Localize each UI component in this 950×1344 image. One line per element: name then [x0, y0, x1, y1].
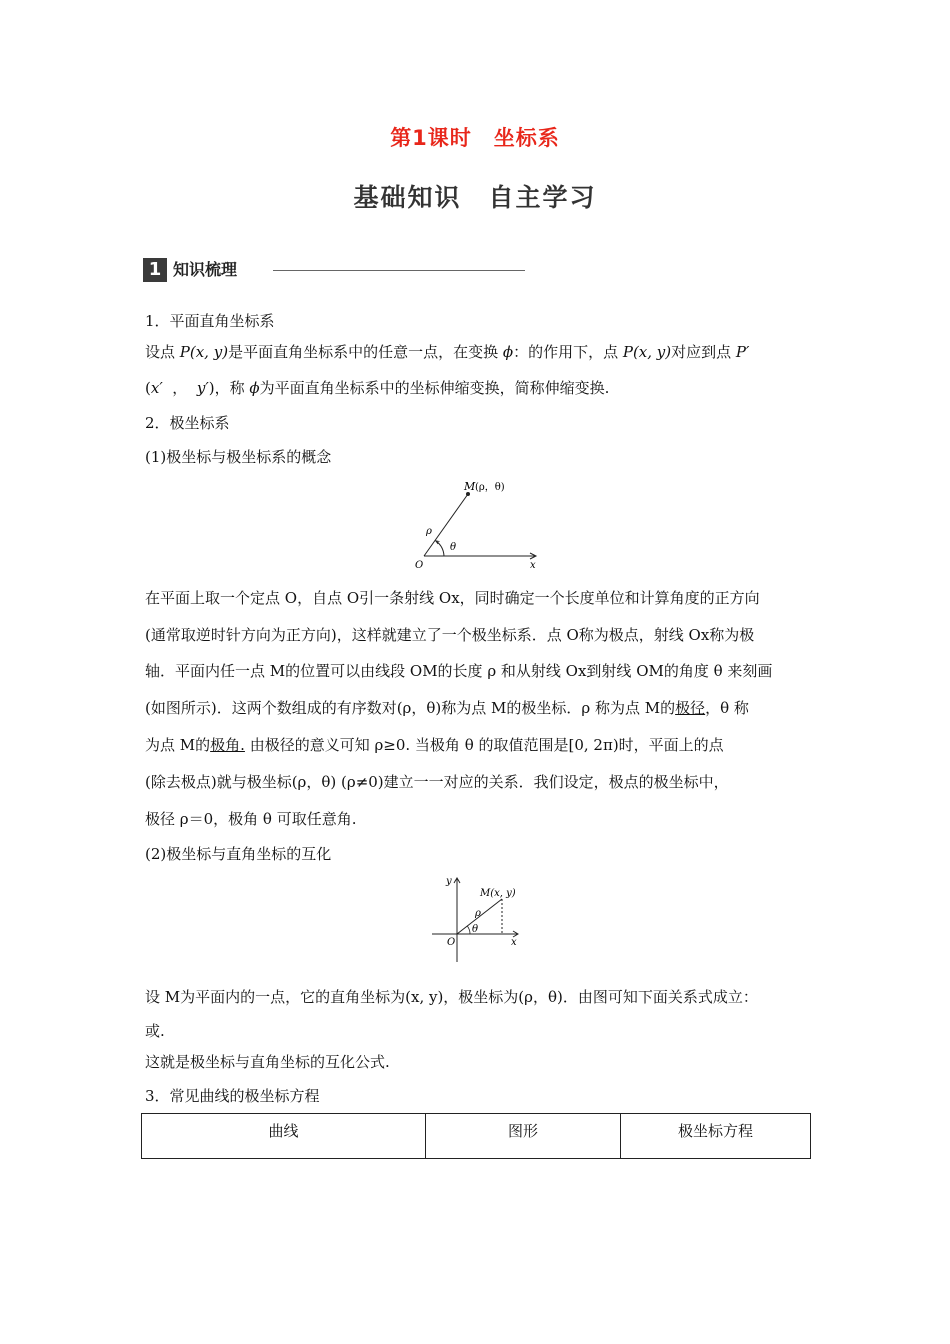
paragraph-polar-line4: (如图所示)．这两个数组成的有序数对(ρ，θ)称为点 M的极坐标．ρ 称为点 M的极径，θ 称: [145, 699, 749, 717]
label-x-axis: x: [530, 560, 536, 571]
table-header-figure: 图形: [426, 1114, 621, 1159]
lesson-title: 第1课时 坐标系: [390, 126, 560, 150]
table-header-curve: 曲线: [142, 1114, 426, 1159]
paragraph-polar-line1: 在平面上取一个定点 O，自点 O引一条射线 Ox，同时确定一个长度单位和计算角度的正方向: [145, 589, 760, 607]
section-heading: [143, 258, 525, 282]
section-divider: [273, 270, 525, 271]
label-origin: O: [447, 937, 456, 948]
paragraph-conversion-line1: 设 M为平面内的一点，它的直角坐标为(x, y)，极坐标为(ρ，θ)．由图可知下面关系式成立：: [145, 988, 758, 1006]
paragraph-polar-line3: 轴．平面内任一点 M的位置可以由线段 OM的长度 ρ 和从射线 Ox到射线 OM的角度 θ 来刻画: [145, 662, 773, 680]
label-M: M: [464, 480, 476, 493]
label-y-axis: y: [446, 876, 452, 887]
paragraph-polar-line5: 为点 M的极角. 由极径的意义可知 ρ≥0. 当极角 θ 的取值范围是[0, 2π)时，平面上的点: [145, 736, 724, 754]
paragraph-transform-line2: (x′ ， y′)，称 ϕ为平面直角坐标系中的坐标伸缩变换，简称伸缩变换.: [145, 379, 610, 397]
label-theta: θ: [450, 542, 457, 553]
heading-common-curves: 3．常见曲线的极坐标方程: [145, 1087, 320, 1105]
polar-diagram: [410, 477, 545, 572]
table-header-equation: 极坐标方程: [621, 1114, 811, 1159]
heading-polar: 2．极坐标系: [145, 414, 230, 432]
curves-table: [141, 1113, 811, 1159]
label-rho: ρ: [426, 526, 432, 537]
label-M-xy: M(x, y): [480, 888, 516, 899]
section-label: 知识梳理: [173, 260, 238, 279]
paragraph-conversion-line3: 这就是极坐标与直角坐标的互化公式.: [145, 1053, 390, 1071]
paragraph-polar-line6: (除去极点)就与极坐标(ρ，θ) (ρ≠0)建立一一对应的关系．我们设定，极点的极坐标中，: [145, 773, 729, 791]
paragraph-polar-line7: 极径 ρ＝0，极角 θ 可取任意角.: [145, 810, 357, 828]
paragraph-transform-line1: 设点 P(x, y)是平面直角坐标系中的任意一点，在变换 ϕ：的作用下，点 P(x, y)对应到点 P′: [145, 343, 750, 361]
label-polar-coords: (ρ，θ): [475, 482, 505, 493]
label-theta: θ: [472, 924, 479, 935]
subheading-conversion: (2)极坐标与直角坐标的互化: [145, 845, 332, 863]
conversion-diagram: [428, 872, 528, 964]
table-header-row: [142, 1114, 811, 1159]
section-number-badge: 1: [143, 258, 167, 282]
subheading-polar-concept: (1)极坐标与极坐标系的概念: [145, 448, 332, 466]
label-x-axis: x: [511, 937, 517, 948]
heading-cartesian: 1．平面直角坐标系: [145, 312, 275, 330]
label-rho: ρ: [475, 908, 481, 919]
paragraph-polar-line2: (通常取逆时针方向为正方向)，这样就建立了一个极坐标系．点 O称为极点，射线 Ox称为极: [145, 626, 755, 644]
paragraph-conversion-line2: 或.: [145, 1022, 165, 1040]
section-title: 基础知识 自主学习: [353, 183, 597, 212]
label-origin: O: [415, 560, 424, 571]
